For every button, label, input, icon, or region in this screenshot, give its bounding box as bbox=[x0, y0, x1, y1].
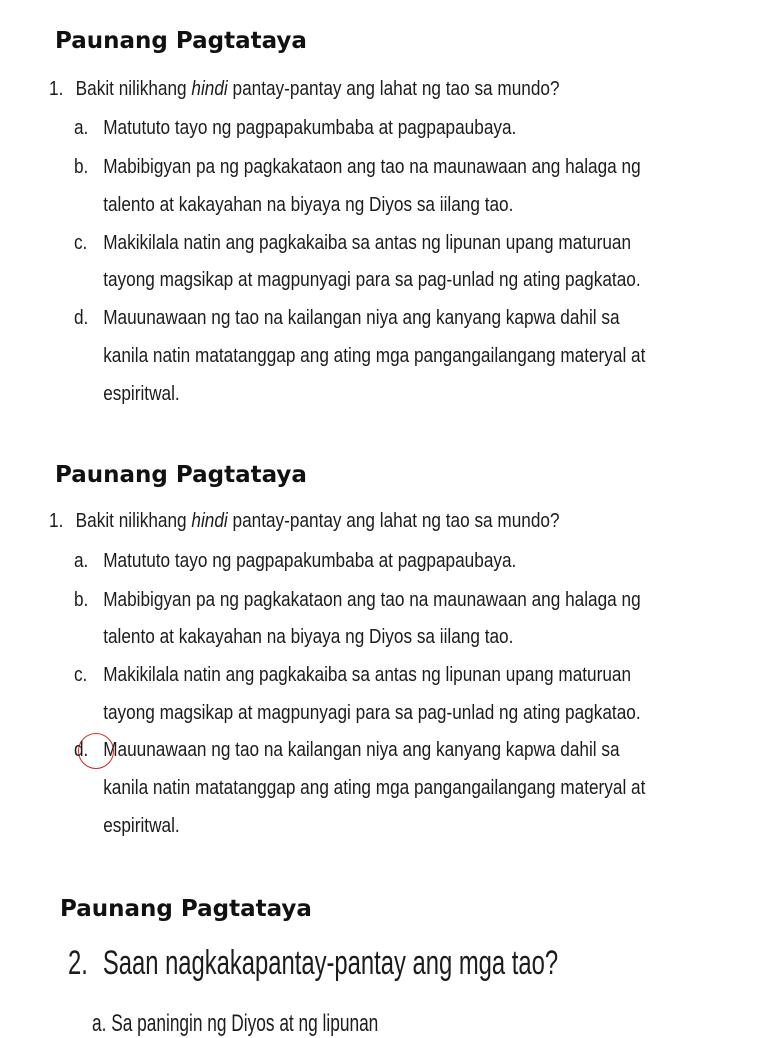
option-text: talento at kakayahan na biyaya ng Diyos sa iilang tao. bbox=[103, 626, 514, 648]
question-text: Bakit nilikhang hindi pantay-pantay ang lahat ng tao sa mundo? bbox=[75, 78, 560, 100]
option-text: Mabibigyan pa ng pagkakataon ang tao na maunawaan ang halaga ng bbox=[103, 589, 641, 611]
question-italic: hindi bbox=[191, 510, 228, 532]
question-line bbox=[68, 944, 558, 983]
option-text: Matututo tayo ng pagpapakumbaba at pagpapaubaya. bbox=[103, 550, 517, 572]
option-text: espiritwal. bbox=[103, 815, 180, 837]
option-text: Makikilala natin ang pagkakaiba sa antas ng lipunan upang maturuan bbox=[103, 232, 632, 254]
option-text: Mauunawaan ng tao na kailangan niya ang kanyang kapwa dahil sa bbox=[103, 739, 620, 761]
option-text: tayong magsikap at magpunyagi para sa pag-unlad ng ating pagkatao. bbox=[103, 702, 641, 724]
option-a-partial: a. Sa paningin ng Diyos at ng lipunan bbox=[92, 1010, 379, 1037]
option-text: espiritwal. bbox=[103, 383, 180, 405]
question-italic: hindi bbox=[191, 78, 228, 100]
question-number: 2. bbox=[68, 944, 88, 982]
option-text: Matututo tayo ng pagpapakumbaba at pagpapaubaya. bbox=[103, 117, 517, 139]
option-letter: c. bbox=[73, 664, 88, 686]
slide-title: Paunang Pagtataya bbox=[55, 28, 307, 54]
option-text: kanila natin matatanggap ang ating mga pangangailangang materyal at bbox=[103, 777, 646, 799]
question-number: 1. bbox=[49, 78, 64, 100]
option-letter: a. bbox=[73, 550, 89, 572]
option-text: tayong magsikap at magpunyagi para sa pag-unlad ng ating pagkatao. bbox=[103, 269, 641, 291]
option-letter: d. bbox=[73, 307, 89, 329]
option-letter: d. bbox=[73, 739, 89, 761]
question-text: Bakit nilikhang hindi pantay-pantay ang lahat ng tao sa mundo? bbox=[75, 510, 560, 532]
slide-title: Paunang Pagtataya bbox=[55, 462, 307, 488]
option-letter: c. bbox=[73, 232, 88, 254]
option-text: kanila natin matatanggap ang ating mga pangangailangang materyal at bbox=[103, 345, 646, 367]
option-text: talento at kakayahan na biyaya ng Diyos sa iilang tao. bbox=[103, 194, 514, 216]
option-letter: b. bbox=[73, 156, 89, 178]
question-text: Saan nagkakapantay-pantay ang mga tao? bbox=[102, 944, 559, 982]
question-number: 1. bbox=[49, 510, 64, 532]
slide-title: Paunang Pagtataya bbox=[60, 896, 312, 922]
option-text: Mabibigyan pa ng pagkakataon ang tao na maunawaan ang halaga ng bbox=[103, 156, 641, 178]
option-letter: b. bbox=[73, 589, 89, 611]
option-letter: a. bbox=[73, 117, 89, 139]
option-text: Makikilala natin ang pagkakaiba sa antas ng lipunan upang maturuan bbox=[103, 664, 632, 686]
option-text: Mauunawaan ng tao na kailangan niya ang kanyang kapwa dahil sa bbox=[103, 307, 620, 329]
